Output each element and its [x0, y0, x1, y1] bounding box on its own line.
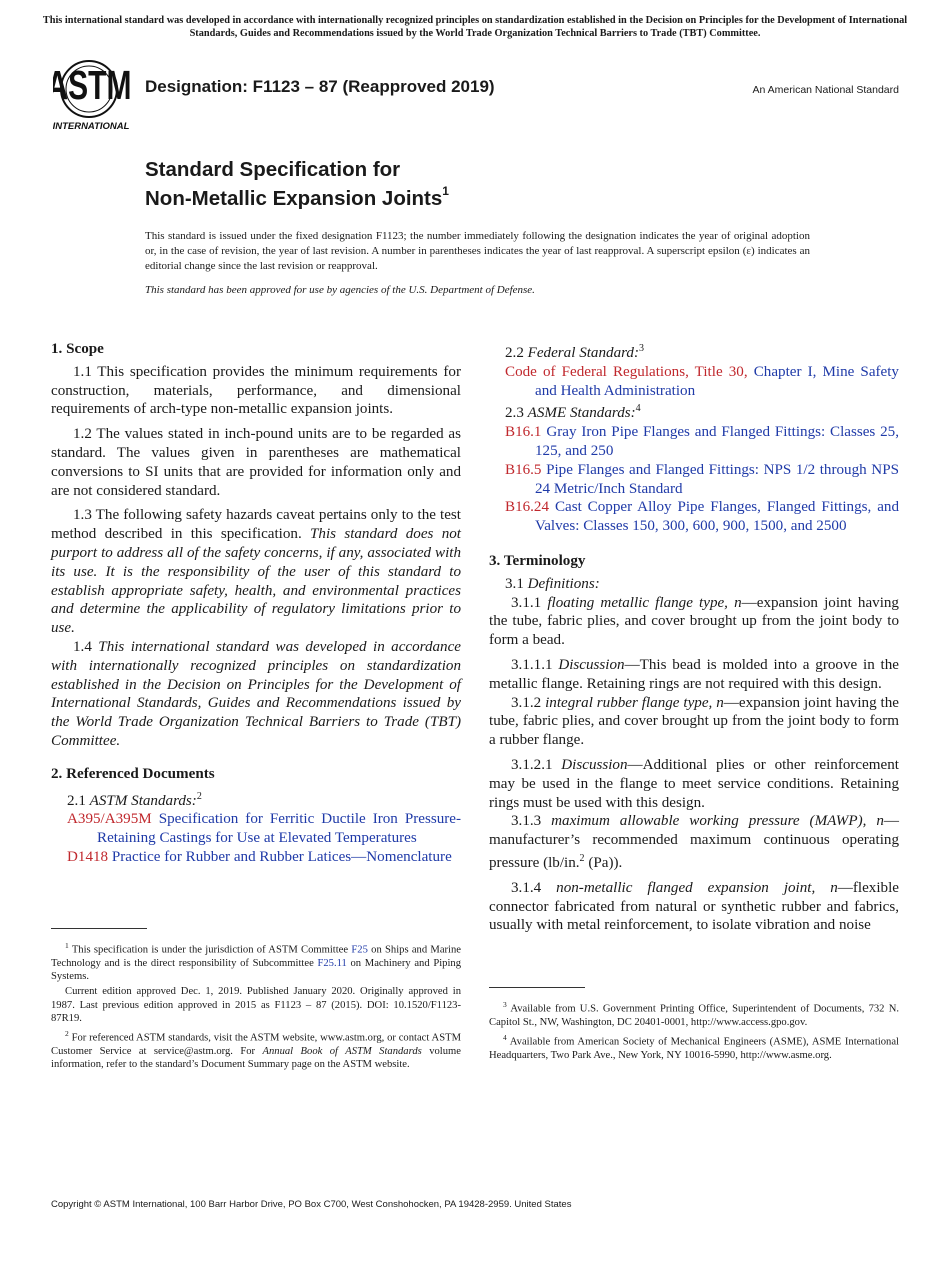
- ref-b16-5-title[interactable]: Pipe Flanges and Flanged Fittings: NPS 1/2 through NPS 24 Metric/Inch Standard: [535, 461, 899, 497]
- para-1-3-lead: 1.3 The following safety hazards caveat pertains only to the test method described in this specification.: [51, 507, 461, 543]
- document-title: [145, 158, 449, 210]
- logo-subtext: INTERNATIONAL: [53, 121, 130, 132]
- footnote-edition: Current edition approved Dec. 1, 2019. Published January 2020. Originally approved in 1987. Last previous edition approved in 2015 as F1123 – 87 (2015). DOI: 10.1520/F1123-87R19.: [51, 986, 461, 1025]
- para-1-4-text: This international standard was developed in accordance with internationally recognized principles on standardization established in the Decision on Principles for the Development of International Standards, Guides and Recommendations issued by the World Trade Organization Technical Barriers to Trade (TBT) Committee.: [51, 638, 462, 749]
- ref-a395[interactable]: [67, 810, 461, 848]
- left-column: [51, 340, 461, 867]
- ref-d1418-code[interactable]: D1418: [67, 848, 109, 865]
- astm-logo-graphic: [53, 57, 135, 133]
- title-footnote-marker: 1: [442, 183, 449, 198]
- copyright-line: Copyright © ASTM International, 100 Barr Harbor Drive, PO Box C700, West Conshohocken, PA 19428-2959. United States: [51, 1199, 572, 1210]
- ref-a395-code[interactable]: A395/A395M: [67, 811, 152, 828]
- footnote-link-f25-11[interactable]: F25.11: [317, 957, 347, 969]
- designation: Designation: F1123 – 87 (Reapproved 2019): [145, 77, 495, 96]
- para-1-1: 1.1 This specification provides the minimum requirements for construction, materials, performance, and dimensional requirements of arch-type non-metallic expansion joints.: [51, 363, 461, 418]
- logo-letters: ASTM: [53, 62, 132, 108]
- term-3-1-3: 3.1.3 maximum allowable working pressure (MAWP), n—manufacturer’s recommended maximum continuous operating pressure (lb/in.$^2$ (Pa)).: [489, 813, 899, 872]
- footnotes-right: [489, 998, 899, 1064]
- ref-b16-24[interactable]: [505, 498, 899, 536]
- para-1-4: [51, 638, 461, 751]
- para-1-2: 1.2 The values stated in inch-pound units are to be regarded as standard. The values given in parentheses are mathematical conversions to SI units that are provided for information only and are not considered standard.: [51, 426, 461, 499]
- footnote-4: $^4$ Available from American Society of Mechanical Engineers (ASME), ASME International Headquarters, Two Park Ave., New York, NY 10016-5990, http://www.asme.org.: [489, 1033, 899, 1061]
- asme-standards-label: 2.3 ASME Standards:$^4$: [505, 403, 641, 422]
- footnote-1: $^1$ This specification is under the jurisdiction of ASTM Committee F25 on Ships and Marine Technology and is the direct responsibility of Subcommittee F25.11 on Machinery and Piping Systems.: [51, 941, 461, 983]
- american-national-standard: An American National Standard: [752, 84, 899, 96]
- para-1-4-num: 1.4: [73, 638, 99, 655]
- footnote-3: $^3$ Available from U.S. Government Printing Office, Superintendent of Documents, 732 N. Capitol St., NW, Washington, DC 20401-0001, http://www.access.gpo.gov.: [489, 1000, 899, 1028]
- title-line-2: [145, 182, 449, 210]
- ref-b16-24-code[interactable]: B16.24: [505, 499, 550, 516]
- footnote-2: $^2$ For referenced ASTM standards, visit the ASTM website, www.astm.org, or contact ASTM Customer Service at service@astm.org. For Annual Book of ASTM Standards volume information, refer to the standard’s Document Summary page on the ASTM website.: [51, 1029, 461, 1071]
- title-line-1: Standard Specification for: [145, 158, 401, 181]
- ref-b16-24-title[interactable]: Cast Copper Alloy Pipe Flanges, Flanged Fittings, and Valves: Classes 150, 300, 600, 900, 1500, and 2500: [535, 499, 899, 535]
- ref-b16-5[interactable]: [505, 461, 899, 499]
- top-notice: This international standard was developed in accordance with internationally recognized principles on standardization established in the Decision on Principles for the Development of International Standards, Guides and Recommendations issued by the World Trade Organization Technical Barriers to Trade (TBT) Committee.: [42, 15, 908, 39]
- ref-b16-5-code[interactable]: B16.5: [505, 461, 542, 478]
- approved-note: This standard has been approved for use by agencies of the U.S. Department of Defense.: [145, 284, 535, 296]
- ref-b16-1[interactable]: [505, 423, 899, 461]
- footnote-rule-left: [51, 928, 147, 929]
- issued-note: This standard is issued under the fixed designation F1123; the number immediately following the designation indicates the year of original adoption or, in the case of revision, the year of last revision. A number in parentheses indicates the year of last reapproval. A superscript epsilon (ε) indicates an editorial change since the last revision or reapproval.: [145, 230, 810, 272]
- ref-a395-title[interactable]: Specification for Ferritic Ductile Iron Pressure-Retaining Castings for Use at Elevated Temperatures: [97, 811, 461, 847]
- ref-b16-1-code[interactable]: B16.1: [505, 424, 542, 441]
- ref-cfr-title[interactable]: Chapter I, Mine Safety and Health Administration: [535, 363, 899, 399]
- astm-logo: [53, 57, 135, 133]
- ref-cfr[interactable]: [505, 363, 899, 401]
- footnote-link-f25[interactable]: F25: [351, 944, 368, 956]
- astm-standards-label: 2.1 ASTM Standards:$^2$: [67, 790, 202, 809]
- para-1-3-caveat: This standard does not purport to address all of the safety concerns, if any, associated with its use. It is the responsibility of the user of this standard to establish appropriate safety, health, and environmental practices and determine the applicability of regulatory limitations prior to use.: [51, 526, 461, 637]
- para-1-3: [51, 506, 461, 638]
- term-3-1-2: 3.1.2 integral rubber flange type, n—expansion joint having the tube, fabric plies, and cover brought up from the joint body to form a rubber flange.: [489, 694, 899, 749]
- ref-d1418[interactable]: [67, 848, 461, 867]
- title-line-2-text: Non-Metallic Expansion Joints: [145, 186, 443, 210]
- term-3-1-4: 3.1.4 non-metallic flanged expansion joint, n—flexible connector fabricated from natural or synthetic rubber and fabrics, usually with metal reinforcement, to isolate vibration and noise: [489, 879, 899, 934]
- section-heading-refdocs: 2. Referenced Documents: [51, 765, 215, 782]
- section-heading-terminology: 3. Terminology: [489, 553, 586, 570]
- footnote-rule-right: [489, 987, 585, 988]
- footnotes-left: [51, 939, 461, 1074]
- ref-b16-1-title[interactable]: Gray Iron Pipe Flanges and Flanged Fittings: Classes 25, 125, and 250: [535, 424, 899, 460]
- ref-d1418-title[interactable]: Practice for Rubber and Rubber Latices—Nomenclature: [111, 848, 452, 865]
- section-heading-scope: 1. Scope: [51, 341, 104, 357]
- definitions-label: 3.1 Definitions:: [505, 575, 600, 592]
- ref-cfr-code[interactable]: Code of Federal Regulations, Title 30,: [505, 363, 748, 380]
- right-column: [489, 340, 899, 941]
- term-3-1-1-1: 3.1.1.1 Discussion—This bead is molded into a groove in the metallic flange. Retaining rings are not required with this design.: [489, 657, 899, 692]
- term-3-1-1: 3.1.1 floating metallic flange type, n—expansion joint having the tube, fabric plies, and cover brought up from the joint body to form a bead.: [489, 594, 899, 649]
- term-3-1-2-1: 3.1.2.1 Discussion—Additional plies or other reinforcement may be used in the flange to meet service conditions. Retaining rings must be used with this design.: [489, 757, 899, 811]
- federal-standard-label: 2.2 Federal Standard:$^3$: [505, 343, 645, 362]
